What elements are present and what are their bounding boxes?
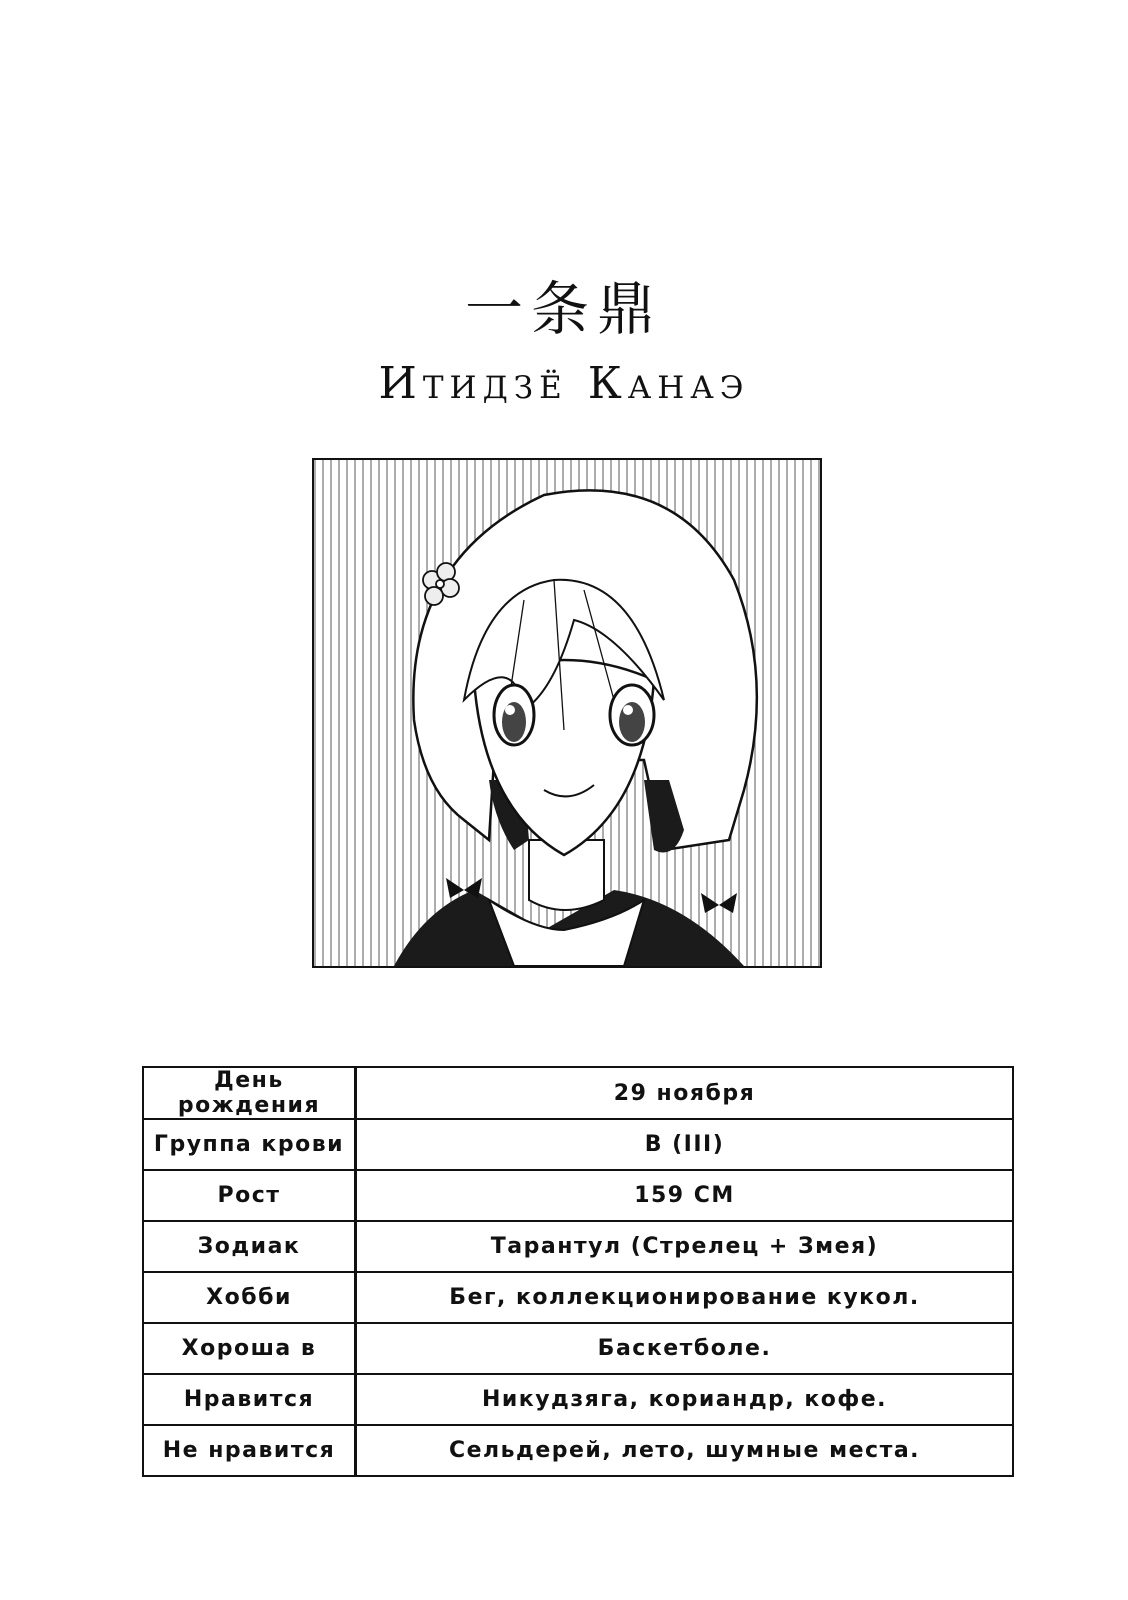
table-row (143, 1374, 1013, 1425)
row-label: Зодиак (143, 1221, 356, 1272)
row-value: Тарантул (Стрелец + Змея) (356, 1221, 1014, 1272)
table-row (143, 1221, 1013, 1272)
row-label: Группа крови (143, 1119, 356, 1170)
table-row (143, 1425, 1013, 1476)
row-label: Нравится (143, 1374, 356, 1425)
page-title-russian: Итидзё Канаэ (378, 358, 750, 409)
row-label: Хороша в (143, 1323, 356, 1374)
row-value: Баскетболе. (356, 1323, 1014, 1374)
character-portrait (312, 458, 822, 968)
page-title-japanese: 一条鼎 (464, 275, 663, 343)
row-label: Не нравится (143, 1425, 356, 1476)
row-label: Хобби (143, 1272, 356, 1323)
profile-table (142, 1066, 1014, 1477)
table-row (143, 1323, 1013, 1374)
row-value: Никудзяга, кориандр, кофе. (356, 1374, 1014, 1425)
row-value: 159 СМ (356, 1170, 1014, 1221)
row-value: Сельдерей, лето, шумные места. (356, 1425, 1014, 1476)
table-row (143, 1119, 1013, 1170)
row-value: B (III) (356, 1119, 1014, 1170)
row-value: 29 ноября (356, 1067, 1014, 1119)
table-row (143, 1170, 1013, 1221)
table-row (143, 1272, 1013, 1323)
row-value: Бег, коллекционирование кукол. (356, 1272, 1014, 1323)
row-label: Рост (143, 1170, 356, 1221)
table-row (143, 1067, 1013, 1119)
row-label: День рождения (143, 1067, 356, 1119)
